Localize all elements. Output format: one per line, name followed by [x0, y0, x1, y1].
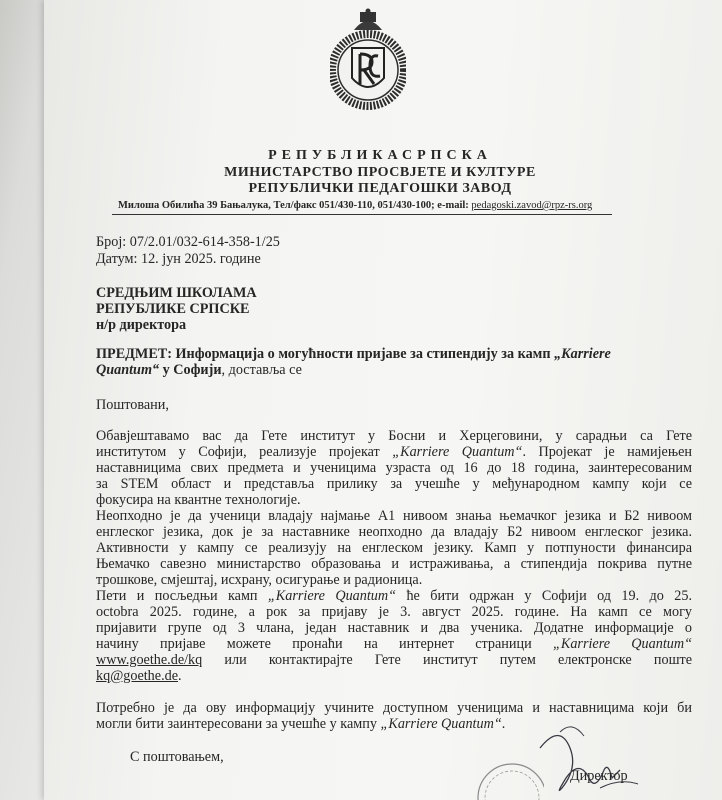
body-line: Њемачко савезно министарство образовања и истраживања, а стипендија покрива путне: [96, 556, 692, 572]
body-line: kq@goethe.de.: [96, 668, 182, 684]
body-line: енглеског језика, док је за наставнике неопходно да владају Б2 нивоом енглеског језика.: [96, 524, 692, 540]
body-line: Пети и посљедњи камп „Karriere Quantum“ ће бити одржан у Софији од 19. до 25.: [96, 588, 693, 604]
body-line: Обавјештавамо вас да Гете институт у Босни и Херцеговини, у сарадњи са Гете: [96, 428, 692, 444]
reference-number: Број: 07/2.01/032-614-358-1/25: [96, 234, 280, 250]
body-line: Потребно је да ову информацију учините доступном ученицима и наставницима који би: [96, 700, 692, 716]
body-line: пријавити групе од 3 члана, један наставник и два ученика. Додатне информације о: [96, 620, 692, 636]
header-ministry: МИНИСТАРСТВО ПРОСВЈЕТЕ И КУЛТУРЕ: [224, 165, 536, 180]
body-line: octobra 2025. године, а рок за пријаву је 3. август 2025. године. На камп се могу: [96, 604, 692, 620]
email-link[interactable]: kq@goethe.de: [96, 668, 179, 684]
subject-line: ПРЕДМЕТ: Информација о могућности пријаве за стипендију за камп „Karriere Quantum“ у Софији, доставља се: [96, 346, 611, 379]
recipient-line-2: РЕПУБЛИКЕ СРПСКЕ: [96, 301, 250, 317]
recipient-line-1: СРЕДЊИМ ШКОЛАМА: [96, 285, 257, 301]
body-line: институтом у Софији, реализује пројекат „Karriere Quantum“. Пројекат је намијењен: [96, 444, 692, 460]
coat-of-arms-seal-icon: [330, 8, 406, 116]
body-line: Неопходно је да ученици владају најмање А1 нивоом знања њемачког језика и Б2 нивоом: [96, 508, 692, 524]
website-link[interactable]: www.goethe.de/kq: [96, 652, 203, 668]
body-line: фокусира на квантне технологије.: [96, 492, 301, 508]
body-line: Активности у кампу се реализују на енглеском језику. Камп у потпуности финансира: [96, 540, 692, 556]
letter-date: Датум: 12. јун 2025. године: [96, 251, 261, 267]
body-line: начину пријаве можете пронаћи на интернет страници „Karriere Quantum“: [96, 636, 693, 652]
greeting: Поштовани,: [96, 397, 169, 413]
header-address: Милоша Обилића 39 Бањалука, Тел/факс 051/430-110, 051/430-100; e-mail: pedagoski.zavod@rpz-rs.org: [118, 200, 593, 211]
signature-icon: [500, 718, 640, 800]
body-line: трошкове, смјештај, исхрану, осигурање и радионица.: [96, 572, 423, 588]
header-divider: [112, 214, 612, 215]
body-line: наставницима свих предмета и ученицима узраста од 16 до 18 година, заинтересованим: [96, 460, 692, 476]
body-line: могли бити заинтересовани за учешће у кампу „Karriere Quantum“.: [96, 716, 506, 732]
body-line: за STEM област и представља прилику за учешће у међународном кампу који се: [96, 476, 692, 492]
header-republic: РЕПУБЛИКАСРПСКА: [268, 148, 492, 163]
header-email-link[interactable]: pedagoski.zavod@rpz-rs.org: [471, 200, 593, 211]
body-line: www.goethe.de/kq или контактирајте Гете институт путем електронске поште: [96, 652, 692, 668]
header-institute: РЕПУБЛИЧКИ ПЕДАГОШКИ ЗАВОД: [248, 181, 512, 196]
signatory-title: Директор: [570, 768, 628, 784]
closing-salutation: С поштовањем,: [130, 749, 224, 765]
recipient-line-3: н/р директора: [96, 317, 187, 333]
